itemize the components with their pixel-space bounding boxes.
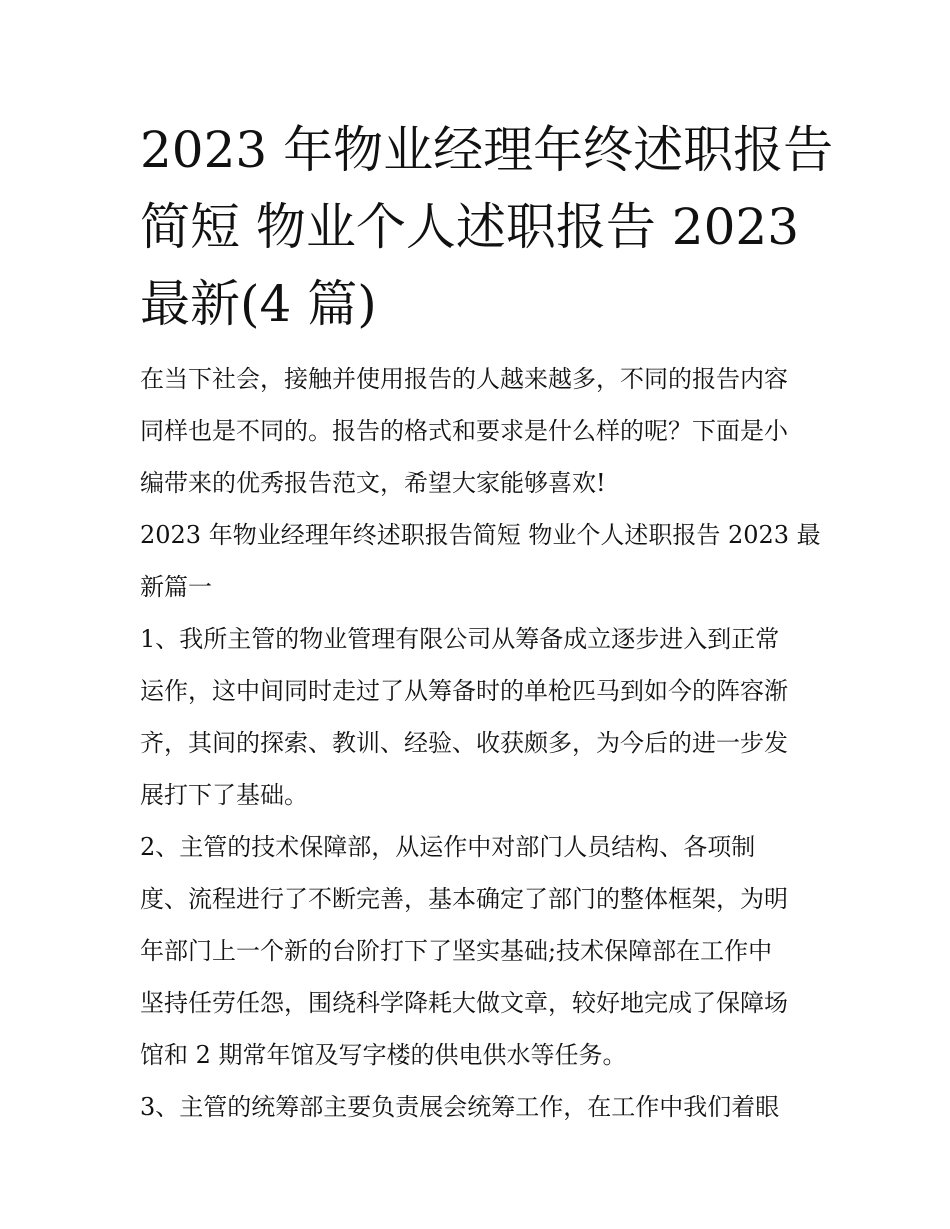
item-2-line: 年部门上一个新的台阶打下了坚实基础;技术保障部在工作中 (140, 937, 773, 965)
intro-paragraph (140, 353, 812, 509)
item-1-line: 1、我所主管的物业管理有限公司从筹备成立逐步进入到正常 (140, 625, 780, 653)
section-heading (140, 509, 821, 613)
document-title (140, 112, 834, 343)
item-2-line: 馆和 2 期常年馆及写字楼的供电供水等任务。 (140, 1041, 627, 1069)
intro-line: 在当下社会，接触并使用报告的人越来越多，不同的报告内容 (140, 365, 788, 393)
item-2-line: 坚持任劳任怨，围绕科学降耗大做文章，较好地完成了保障场 (140, 989, 788, 1017)
item-1-line: 展打下了基础。 (140, 781, 308, 809)
item-1-line: 运作，这中间同时走过了从筹备时的单枪匹马到如今的阵容渐 (140, 677, 788, 705)
intro-line: 同样也是不同的。报告的格式和要求是什么样的呢？下面是小 (140, 417, 788, 445)
item-3-line: 3、主管的统筹部主要负责展会统筹工作，在工作中我们着眼 (140, 1093, 780, 1121)
intro-line: 编带来的优秀报告范文，希望大家能够喜欢! (140, 469, 606, 497)
item-3-paragraph (140, 1081, 812, 1133)
section-heading-line: 新篇一 (140, 573, 212, 601)
title-line-3: 最新(4 篇) (140, 275, 377, 333)
item-2-paragraph (140, 821, 812, 1081)
item-2-line: 度、流程进行了不断完善，基本确定了部门的整体框架，为明 (140, 885, 788, 913)
item-1-paragraph (140, 613, 812, 821)
title-line-2: 简短 物业个人述职报告 2023 (140, 198, 800, 256)
section-heading-line: 2023 年物业经理年终述职报告简短 物业个人述职报告 2023 最 (140, 521, 821, 549)
item-2-line: 2、主管的技术保障部，从运作中对部门人员结构、各项制 (140, 833, 756, 861)
item-1-line: 齐，其间的探索、教训、经验、收获颇多，为今后的进一步发 (140, 729, 788, 757)
title-line-1: 2023 年物业经理年终述职报告 (140, 121, 834, 179)
document-page (140, 112, 834, 1133)
